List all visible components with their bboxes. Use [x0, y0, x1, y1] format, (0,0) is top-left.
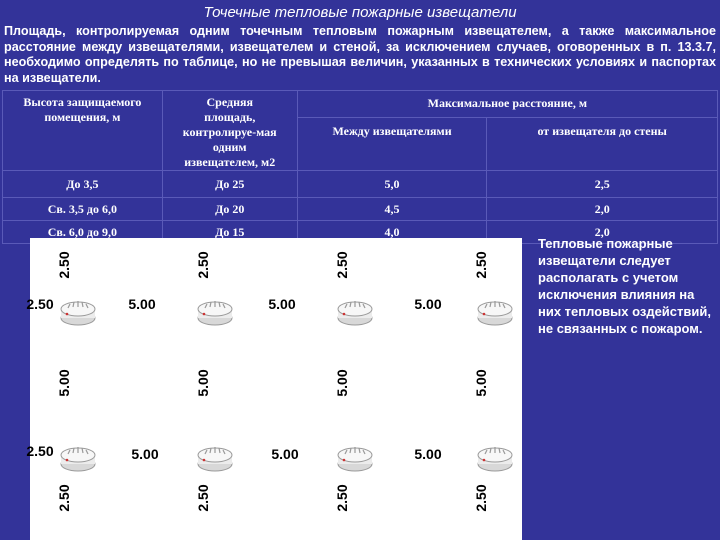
- table-row: [3, 171, 718, 198]
- spec-table: [2, 90, 718, 244]
- slide-title: Точечные тепловые пожарные извещатели: [203, 4, 517, 21]
- header-area: Средняя площадь, контролируе-мая одним извещателем, м2: [162, 91, 297, 171]
- cell-wall: 2,0: [487, 221, 718, 244]
- heat-detector-icon: [58, 442, 98, 474]
- dimension-wall-left: 2.50: [26, 443, 54, 459]
- detector-layout-plan: [26, 238, 522, 540]
- header-wall: от извещателя до стены: [487, 117, 718, 170]
- cell-height: До 3,5: [3, 171, 163, 198]
- dimension-column-spacing: 5.00: [414, 446, 442, 462]
- dimension-row-spacing: 5.00: [334, 369, 350, 397]
- dimension-wall-bottom: 2.50: [56, 484, 72, 512]
- header-max-distance: Максимальное расстояние, м: [297, 91, 717, 118]
- heat-detector-icon: [475, 296, 515, 328]
- table-row: [3, 198, 718, 221]
- heat-detector-icon: [475, 442, 515, 474]
- heat-detector-icon: [335, 442, 375, 474]
- cell-area: До 25: [162, 171, 297, 198]
- heat-detector-icon: [195, 442, 235, 474]
- dimension-column-spacing: 5.00: [131, 446, 159, 462]
- dimension-row-spacing: 5.00: [473, 369, 489, 397]
- dimension-wall-top: 2.50: [473, 251, 489, 279]
- cell-area: До 20: [162, 198, 297, 221]
- cell-between: 4,5: [297, 198, 487, 221]
- cell-wall: 2,5: [487, 171, 718, 198]
- cell-wall: 2,0: [487, 198, 718, 221]
- intro-paragraph: Площадь, контролируемая одним точечным тепловым пожарным извещателем, а также максимальное расстояние между извещателями, извещателем и стеной, за исключением случаев, оговоренных в п. 13.3.7, необходимо определять по таблице, но не превышая величин, указанных в технических условиях и паспортах на извещатели.: [4, 24, 716, 85]
- dimension-column-spacing: 5.00: [128, 296, 156, 312]
- cell-area: До 15: [162, 221, 297, 244]
- placement-note: Тепловые пожарные извещатели следует располагать с учетом исключения влияния на них тепловых оздействий, не связанных с пожаром.: [538, 236, 711, 336]
- dimension-column-spacing: 5.00: [414, 296, 442, 312]
- header-between: Между извещателями: [297, 117, 487, 170]
- header-height: Высота защищаемого помещения, м: [3, 91, 163, 171]
- dimension-wall-top: 2.50: [195, 251, 211, 279]
- cell-height: Св. 3,5 до 6,0: [3, 198, 163, 221]
- cell-between: 5,0: [297, 171, 487, 198]
- dimension-row-spacing: 5.00: [195, 369, 211, 397]
- dimension-column-spacing: 5.00: [268, 296, 296, 312]
- dimension-column-spacing: 5.00: [271, 446, 299, 462]
- dimension-wall-bottom: 2.50: [473, 484, 489, 512]
- dimension-wall-left: 2.50: [26, 296, 54, 312]
- dimension-row-spacing: 5.00: [56, 369, 72, 397]
- dimension-wall-top: 2.50: [56, 251, 72, 279]
- heat-detector-icon: [195, 296, 235, 328]
- dimension-wall-bottom: 2.50: [334, 484, 350, 512]
- dimension-wall-top: 2.50: [334, 251, 350, 279]
- cell-between: 4,0: [297, 221, 487, 244]
- cell-height: Св. 6,0 до 9,0: [3, 221, 163, 244]
- heat-detector-icon: [58, 296, 98, 328]
- dimension-wall-bottom: 2.50: [195, 484, 211, 512]
- heat-detector-icon: [335, 296, 375, 328]
